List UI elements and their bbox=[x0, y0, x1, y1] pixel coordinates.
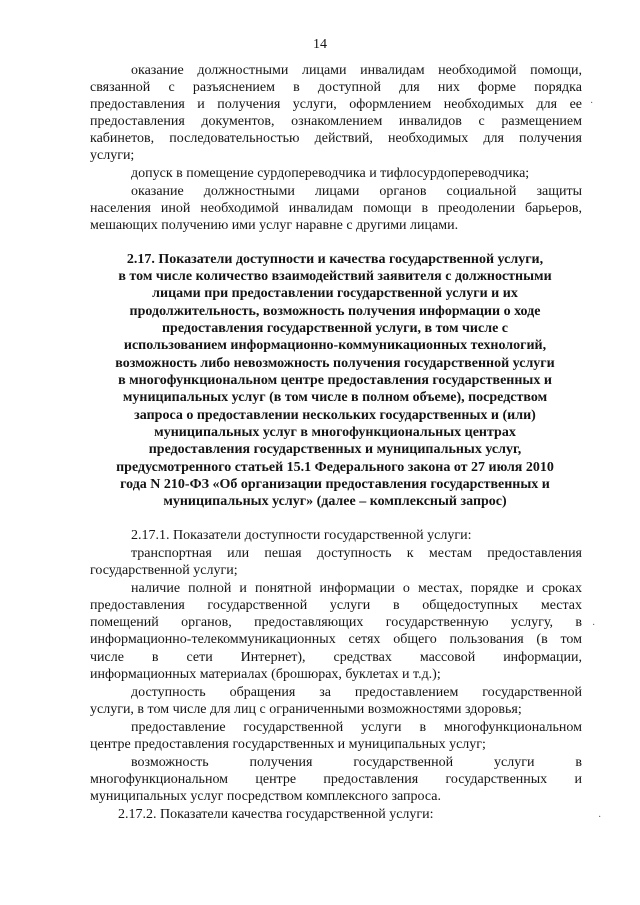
heading-line: муниципальных услуг в многофункциональных центрах bbox=[154, 425, 516, 440]
heading-line: 2.17. Показатели доступности и качества государственной услуги, bbox=[126, 252, 544, 267]
text-line: услуги; bbox=[90, 148, 135, 163]
text-line: транспортная или пешая доступность к местам предоставления bbox=[131, 546, 582, 561]
text-line: мешающих получению ими услуг наравне с другими лицами. bbox=[90, 218, 459, 233]
heading-line: в том числе количество взаимодействий заявителя с должностными bbox=[118, 269, 552, 284]
heading-line: муниципальных услуг» (далее – комплексный запрос) bbox=[163, 494, 507, 509]
text-line: предоставления документов, ознакомлением инвалидов с размещением bbox=[90, 114, 582, 129]
text-line: населения иной необходимой инвалидам помощи в преодолении барьеров, bbox=[90, 201, 582, 216]
text-line: возможность получения государственной услуги в bbox=[131, 755, 582, 770]
text-line: кабинетов, последовательностью действий, необходимых для получения bbox=[90, 131, 582, 146]
heading-line: предоставления государственной услуги, в том числе с bbox=[161, 321, 508, 336]
page-number: 14 bbox=[313, 37, 327, 52]
text-line: предоставления и получения услуги, оформлением необходимых для ее bbox=[90, 97, 582, 112]
text-line: информационных материалах (брошюрах, буклетах и т.д.); bbox=[90, 667, 441, 682]
section-title: 2.17.1. Показатели доступности государственной услуги: bbox=[131, 528, 472, 543]
heading-line: продолжительность, возможность получения информации о ходе bbox=[129, 304, 541, 319]
heading-line: в многофункциональном центре предоставления государственных и bbox=[118, 373, 552, 388]
scan-speck: · bbox=[592, 620, 596, 631]
heading-line: использованием информационно-коммуникационных технологий, bbox=[123, 338, 547, 353]
scan-speck: · bbox=[590, 98, 594, 109]
text-line: многофункциональном центре предоставления государственных и bbox=[90, 772, 582, 787]
text-line: услуги, в том числе для лиц с ограниченными возможностями здоровья; bbox=[90, 702, 522, 717]
text-line: предоставление государственной услуги в многофункциональном bbox=[131, 720, 582, 735]
text-line: связанной с разъяснением в доступной для них форме порядка bbox=[90, 80, 582, 95]
text-line: оказание должностными лицами органов социальной защиты bbox=[131, 184, 582, 199]
text-line: доступность обращения за предоставлением государственной bbox=[131, 685, 582, 700]
text-line: муниципальных услуг посредством комплексного запроса. bbox=[90, 789, 441, 804]
heading-line: возможность либо невозможность получения государственной услуги bbox=[115, 356, 555, 371]
heading-line: предусмотренного статьей 15.1 Федерального закона от 27 июля 2010 bbox=[116, 460, 554, 475]
text-line: числе в сети Интернет), средствах массовой информации, bbox=[90, 650, 582, 665]
text-line: допуск в помещение сурдопереводчика и тифлосурдопереводчика; bbox=[131, 166, 530, 181]
text-line: наличие полной и понятной информации о местах, порядке и сроках bbox=[131, 581, 582, 596]
heading-line: муниципальных услуг (в том числе в полном объеме), посредством bbox=[122, 390, 548, 405]
text-line: оказание должностными лицами инвалидам необходимой помощи, bbox=[131, 63, 582, 78]
scan-speck: · bbox=[598, 812, 602, 823]
text-line: информационно-телекоммуникационных сетях общего пользования (в том bbox=[90, 632, 582, 647]
text-line: помещений органов, предоставляющих государственную услугу, в bbox=[90, 615, 582, 630]
heading-line: года N 210-ФЗ «Об организации предоставления государственных и bbox=[120, 477, 550, 492]
text-line: центре предоставления государственных и муниципальных услуг; bbox=[90, 737, 486, 752]
heading-line: лицами при предоставлении государственной услуги и их bbox=[152, 286, 518, 301]
heading-line: запроса о предоставлении нескольких государственных и (или) bbox=[134, 408, 536, 423]
text-line: предоставления государственной услуги в общедоступных местах bbox=[90, 598, 582, 613]
heading-line: предоставления государственных и муниципальных услуг, bbox=[148, 442, 522, 457]
text-line: государственной услуги; bbox=[90, 563, 238, 578]
section-title: 2.17.2. Показатели качества государственной услуги: bbox=[118, 807, 434, 822]
